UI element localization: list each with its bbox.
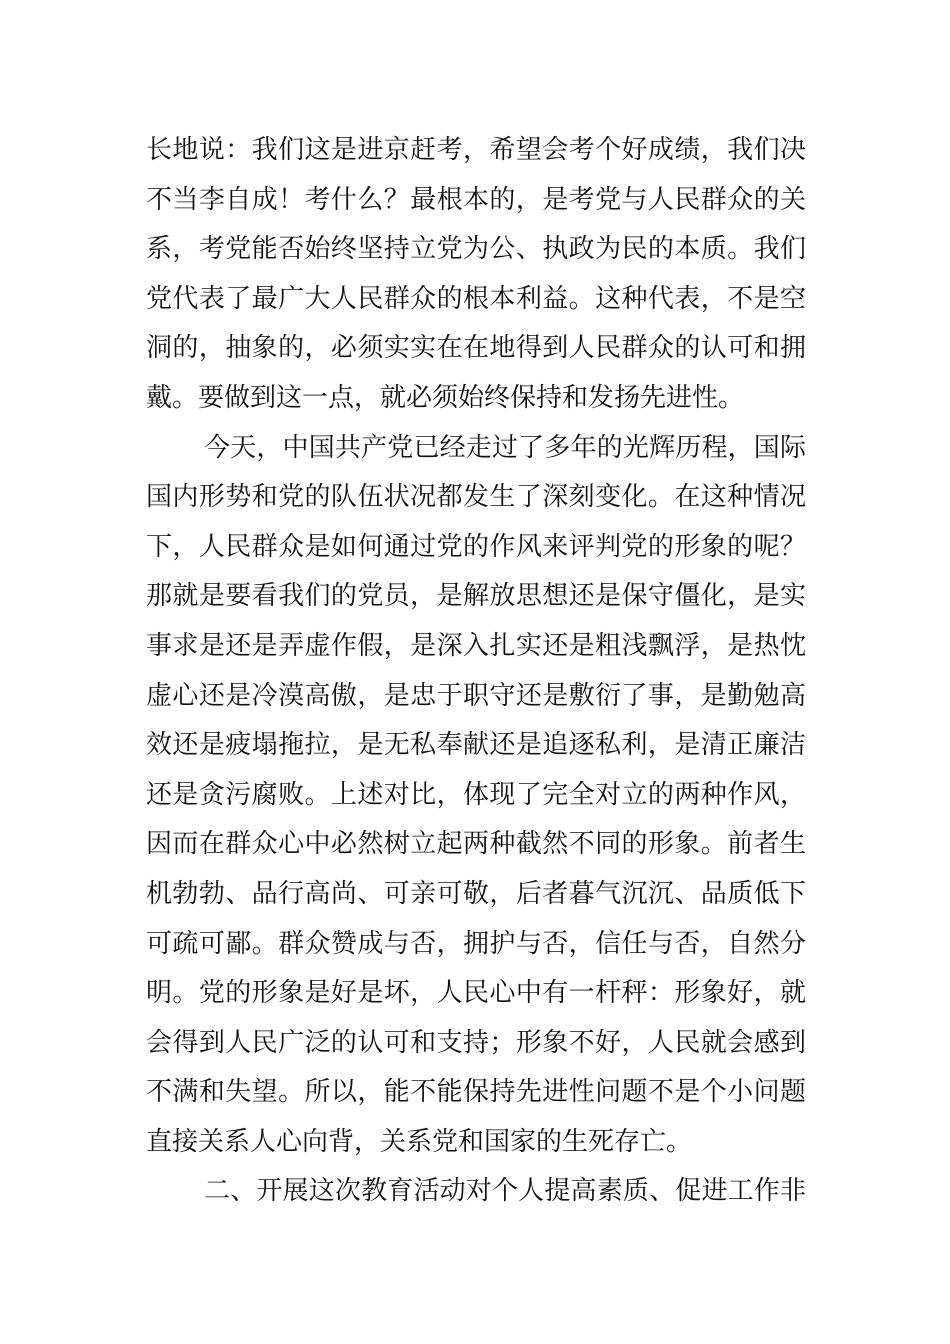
- text-line: 系，考党能否始终坚持立党为公、执政为民的本质。我们: [146, 234, 806, 265]
- text-line: 那就是要看我们的党员，是解放思想还是保守僵化，是实: [146, 581, 806, 612]
- text-line: 明。党的形象是好是坏，人民心中有一杆秤：形象好，就: [146, 978, 806, 1009]
- text-line: 洞的，抽象的，必须实实在在地得到人民群众的认可和拥: [146, 333, 806, 364]
- text-line: 国内形势和党的队伍状况都发生了深刻变化。在这种情况: [146, 482, 806, 513]
- section-heading-line: 二、开展这次教育活动对个人提高素质、促进工作非: [204, 1176, 806, 1207]
- text-line: 还是贪污腐败。上述对比，体现了完全对立的两种作风，: [146, 779, 806, 810]
- text-line: 下，人民群众是如何通过党的作风来评判党的形象的呢？: [146, 531, 806, 562]
- text-line: 机勃勃、品行高尚、可亲可敬，后者暮气沉沉、品质低下: [146, 878, 806, 909]
- text-line: 戴。要做到这一点，就必须始终保持和发扬先进性。: [146, 382, 745, 413]
- paragraph-start-line: 今天，中国共产党已经走过了多年的光辉历程，国际: [204, 432, 806, 463]
- text-line: 效还是疲塌拖拉，是无私奉献还是追逐私利，是清正廉洁: [146, 730, 806, 761]
- text-line: 可疏可鄙。群众赞成与否，拥护与否，信任与否，自然分: [146, 928, 806, 959]
- body-text: [146, 126, 806, 1217]
- text-line: 因而在群众心中必然树立起两种截然不同的形象。前者生: [146, 829, 806, 860]
- text-line: 不满和失望。所以，能不能保持先进性问题不是个小问题: [146, 1077, 806, 1108]
- text-line: 虚心还是冷漠高傲，是忠于职守还是敷衍了事，是勤勉高: [146, 680, 806, 711]
- text-line: 不当李自成！考什么？最根本的，是考党与人民群众的关: [146, 184, 806, 215]
- text-line: 长地说：我们这是进京赶考，希望会考个好成绩，我们决: [146, 135, 806, 165]
- text-line: 直接关系人心向背，关系党和国家的生死存亡。: [146, 1126, 693, 1157]
- text-line: 事求是还是弄虚作假，是深入扎实还是粗浅飘浮，是热忱: [146, 630, 806, 661]
- text-line: 会得到人民广泛的认可和支持；形象不好，人民就会感到: [146, 1027, 806, 1058]
- text-line: 党代表了最广大人民群众的根本利益。这种代表，不是空: [146, 283, 806, 314]
